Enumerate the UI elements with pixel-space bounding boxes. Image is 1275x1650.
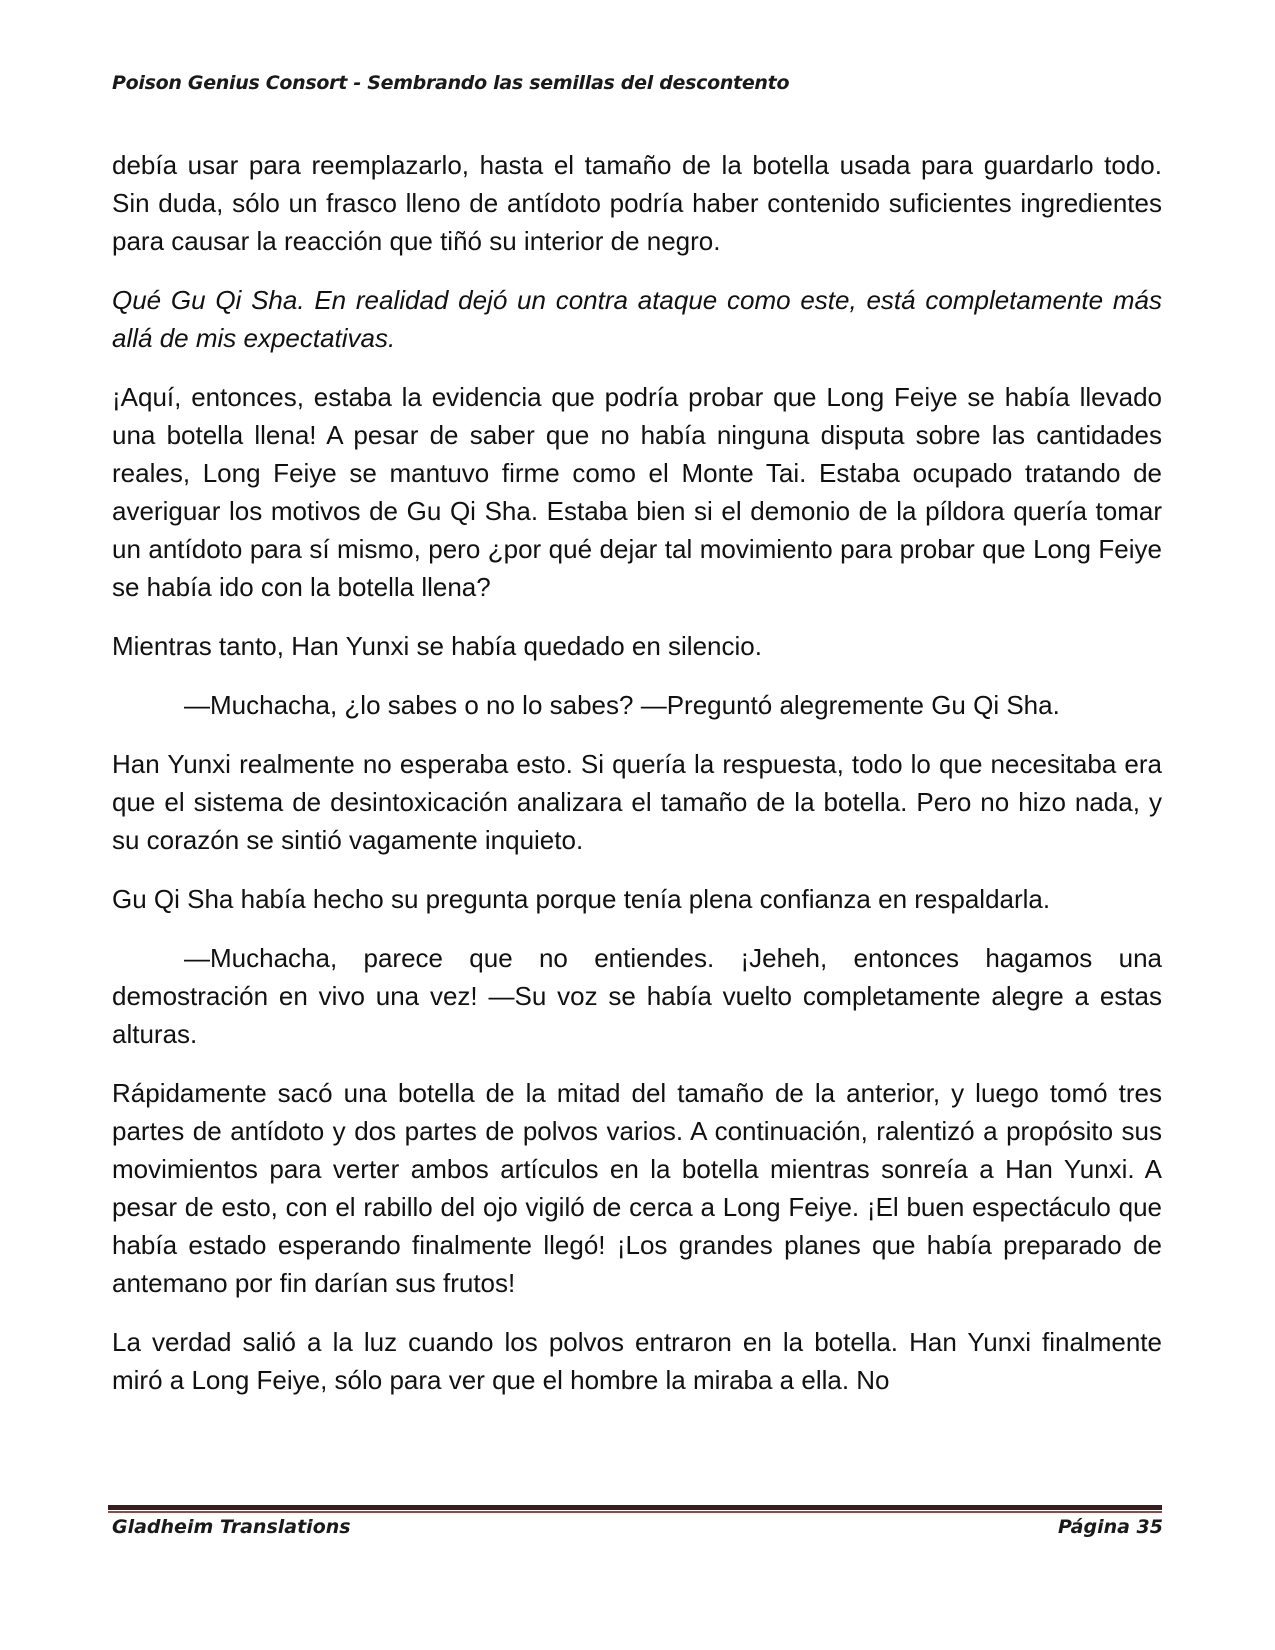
- footer-rule-light-line: [108, 1511, 1162, 1513]
- paragraph: Han Yunxi realmente no esperaba esto. Si quería la respuesta, todo lo que necesitaba era que el sistema de desintoxicación analizara el tamaño de la botella. Pero no hizo nada, y su corazón se sintió vagamente inquieto.: [112, 749, 1162, 855]
- paragraph: Gu Qi Sha había hecho su pregunta porque tenía plena confianza en respaldarla.: [112, 884, 1051, 914]
- body-text: [112, 146, 1162, 1420]
- paragraph: debía usar para reemplazarlo, hasta el tamaño de la botella usada para guardarlo todo. Sin duda, sólo un frasco lleno de antídoto podría haber contenido suficientes ingredientes para causar la reacción que tiñó su interior de negro.: [112, 150, 1162, 256]
- paragraph: ¡Aquí, entonces, estaba la evidencia que podría probar que Long Feiye se había llevado una botella llena! A pesar de saber que no había ninguna disputa sobre las cantidades reales, Long Feiye se mantuvo firme como el Monte Tai. Estaba ocupado tratando de averiguar los motivos de Gu Qi Sha. Estaba bien si el demonio de la píldora quería tomar un antídoto para sí mismo, pero ¿por qué dejar tal movimiento para probar que Long Feiye se había ido con la botella llena?: [112, 382, 1162, 602]
- footer-page-number: Página 35: [1057, 1516, 1163, 1538]
- footer-publisher: Gladheim Translations: [112, 1516, 351, 1538]
- footer-rule: [108, 1505, 1162, 1514]
- paragraph-dialogue: —Muchacha, parece que no entiendes. ¡Jeheh, entonces hagamos una demostración en vivo una vez! —Su voz se había vuelto completamente alegre a estas alturas.: [112, 943, 1162, 1049]
- paragraph-italic-thought: Qué Gu Qi Sha. En realidad dejó un contra ataque como este, está completamente más allá de mis expectativas.: [112, 285, 1162, 353]
- paragraph: Rápidamente sacó una botella de la mitad del tamaño de la anterior, y luego tomó tres partes de antídoto y dos partes de polvos varios. A continuación, ralentizó a propósito sus movimientos para verter ambos artículos en la botella mientras sonreía a Han Yunxi. A pesar de esto, con el rabillo del ojo vigiló de cerca a Long Feiye. ¡El buen espectáculo que había estado esperando finalmente llegó! ¡Los grandes planes que había preparado de antemano por fin darían sus frutos!: [112, 1078, 1162, 1298]
- paragraph: La verdad salió a la luz cuando los polvos entraron en la botella. Han Yunxi finalmente miró a Long Feiye, sólo para ver que el hombre la miraba a ella. No: [112, 1327, 1162, 1395]
- paragraph: Mientras tanto, Han Yunxi se había quedado en silencio.: [112, 631, 762, 661]
- footer-rule-dark-line: [108, 1505, 1162, 1510]
- paragraph-dialogue: —Muchacha, ¿lo sabes o no lo sabes? —Preguntó alegremente Gu Qi Sha.: [184, 690, 1060, 720]
- running-header: Poison Genius Consort - Sembrando las semillas del descontento: [112, 72, 790, 94]
